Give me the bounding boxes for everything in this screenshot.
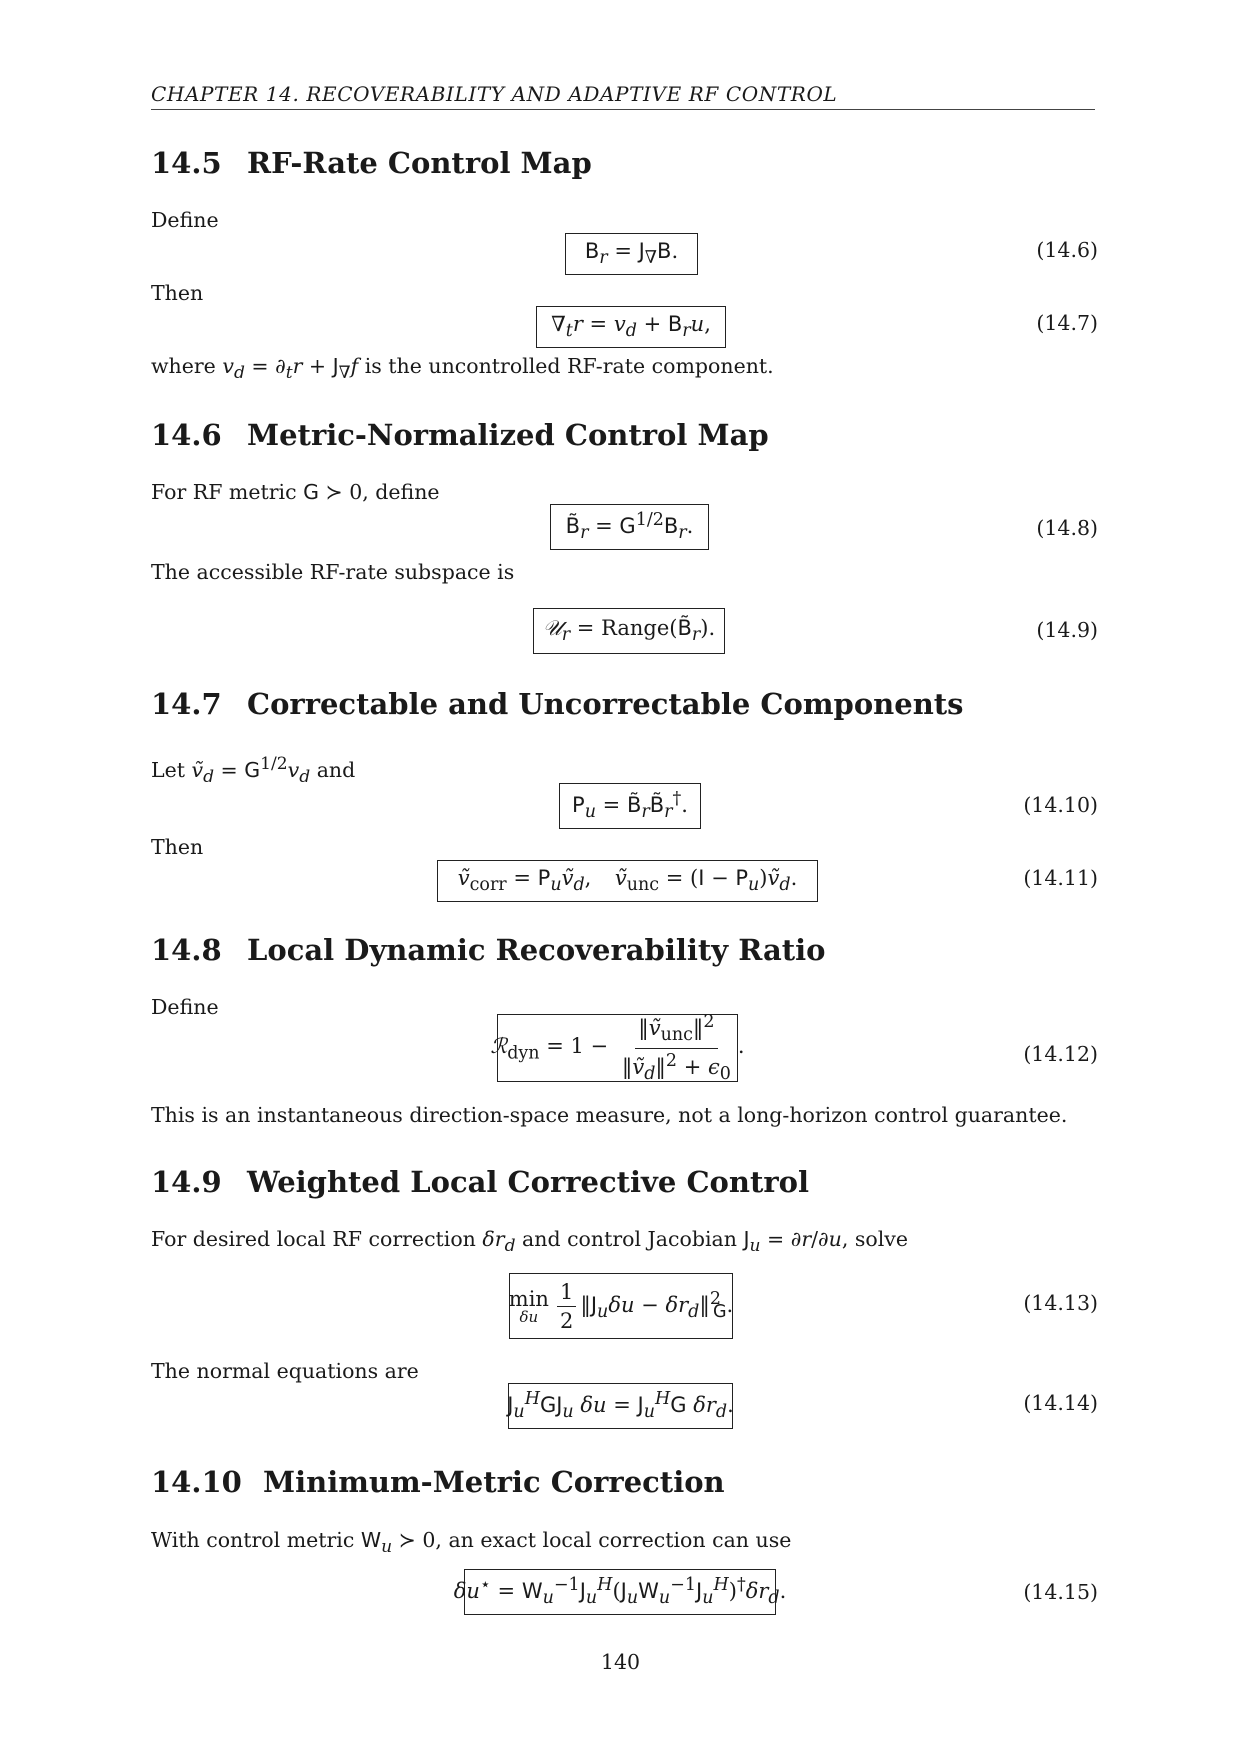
- paragraph-text: For desired local RF correction $\delta r_d$ and control Jacobian $J_u = \partial r/\partial u$, solve: [151, 1227, 909, 1257]
- paragraph-text: Define: [151, 208, 219, 232]
- equation-box: [509, 1273, 733, 1339]
- section-title: Correctable and Uncorrectable Components: [247, 687, 964, 721]
- paragraph-text: For RF metric G ≻ 0, define: [151, 480, 440, 504]
- section-number: 14.9: [151, 1165, 222, 1199]
- min-operator: min δu: [508, 1286, 549, 1326]
- section-title: Minimum-Metric Correction: [263, 1465, 725, 1499]
- paragraph-text: Then: [151, 835, 204, 859]
- paragraph-text: Define: [151, 995, 219, 1019]
- equation: $P_u$ = $B̃_rB̃_r^\dagger$.: [572, 789, 688, 823]
- equation-box: [550, 504, 709, 550]
- equation-box: [437, 860, 818, 902]
- equation-box: [490, 1012, 745, 1084]
- equation: 𝒰$_r$ = $Range(B̃_r)$.: [542, 616, 716, 646]
- equation-part: ṽ$_{unc}$ = $(I - P_u)ṽ_d$.: [614, 866, 798, 896]
- equation-number: (14.8): [1036, 516, 1098, 540]
- equation-number: (14.14): [1023, 1391, 1098, 1415]
- paragraph-text: The accessible RF-rate subspace is: [151, 560, 515, 584]
- running-head: CHAPTER 14. RECOVERABILITY AND ADAPTIVE RF CONTROL: [151, 82, 838, 106]
- equation-box: [536, 306, 726, 348]
- equation-number: (14.7): [1036, 311, 1098, 335]
- section-title: Metric-Normalized Control Map: [247, 418, 769, 452]
- equation: min δu $\frac{1}{2}$ $‖J_u\delta u$ − $\delta r_d‖^2_G$.: [508, 1279, 734, 1333]
- equation-number: (14.13): [1023, 1291, 1098, 1315]
- paragraph-text: With control metric $W_u$ ≻ 0, an exact local correction can use: [151, 1528, 792, 1558]
- equation: $B̃_r = G^{1/2}B_r$.: [565, 510, 694, 544]
- section-title: RF-Rate Control Map: [247, 146, 592, 180]
- equation: $\delta u^⋆ = W_u^{-1}J_u^H(J_uW_u^{-1}J_u^H)^\dagger\delta r_d$.: [453, 1575, 787, 1609]
- section-heading: [151, 933, 826, 967]
- section-title: Local Dynamic Recoverability Ratio: [247, 933, 826, 967]
- section-heading: [151, 146, 592, 180]
- equation-number: (14.12): [1023, 1042, 1098, 1066]
- section-number: 14.6: [151, 418, 222, 452]
- section-number: 14.7: [151, 687, 222, 721]
- equation: $B_r = J_\nabla B$.: [584, 239, 679, 269]
- header-rule: [151, 109, 1095, 110]
- where-text: where $v_d = \partial_tr + J_\nabla f$ is the uncontrolled RF-rate component.: [151, 354, 774, 384]
- paragraph-text: Let ṽ$_d$ = $G^{1/2}v_d$ and: [151, 754, 356, 787]
- equation: ℛ$_{dyn}$ = 1 − $\frac{‖ṽ_{unc}‖^2}{‖ṽ_d‖^2 + \epsilon_0}$ .: [490, 1012, 745, 1084]
- paragraph-text: Then: [151, 281, 204, 305]
- paragraph-text: This is an instantaneous direction-space measure, not a long-horizon control guarantee.: [151, 1103, 1068, 1127]
- section-heading: [151, 1165, 809, 1199]
- section-number: 14.5: [151, 146, 222, 180]
- section-heading: [151, 418, 769, 452]
- equation: $\nabla_tr = v_d + B_ru$,: [551, 312, 711, 342]
- equation-number: (14.9): [1036, 618, 1098, 642]
- section-heading: [151, 687, 964, 721]
- section-number: 14.8: [151, 933, 222, 967]
- equation-number: (14.15): [1023, 1580, 1098, 1604]
- equation-box: [559, 783, 701, 829]
- section-title: Weighted Local Corrective Control: [247, 1165, 809, 1199]
- section-number: 14.10: [151, 1465, 242, 1499]
- equation-number: (14.10): [1023, 793, 1098, 817]
- equation-number: (14.6): [1036, 238, 1098, 262]
- equation-box: [565, 233, 698, 275]
- paragraph-text: The normal equations are: [151, 1359, 419, 1383]
- equation-part: ṽ$_{corr}$ = $P_uṽ_d$,: [457, 866, 592, 896]
- equation-number: (14.11): [1023, 866, 1098, 890]
- paragraph-text: [151, 354, 774, 383]
- fraction: $\frac{‖ṽ_{unc}‖^2}{‖ṽ_d‖^2 + \epsilon_0}$: [621, 1012, 731, 1084]
- section-heading: [151, 1465, 725, 1499]
- fraction: $\frac{1}{2}$: [557, 1280, 576, 1333]
- equation-box: [453, 1569, 787, 1615]
- equation-box: [508, 1383, 733, 1429]
- equation: $J_u^HGJ_u$ $\delta u = J_u^HG$ $\delta r_d$.: [507, 1389, 734, 1423]
- equation-box: [533, 608, 725, 654]
- page-number: 140: [600, 1650, 641, 1674]
